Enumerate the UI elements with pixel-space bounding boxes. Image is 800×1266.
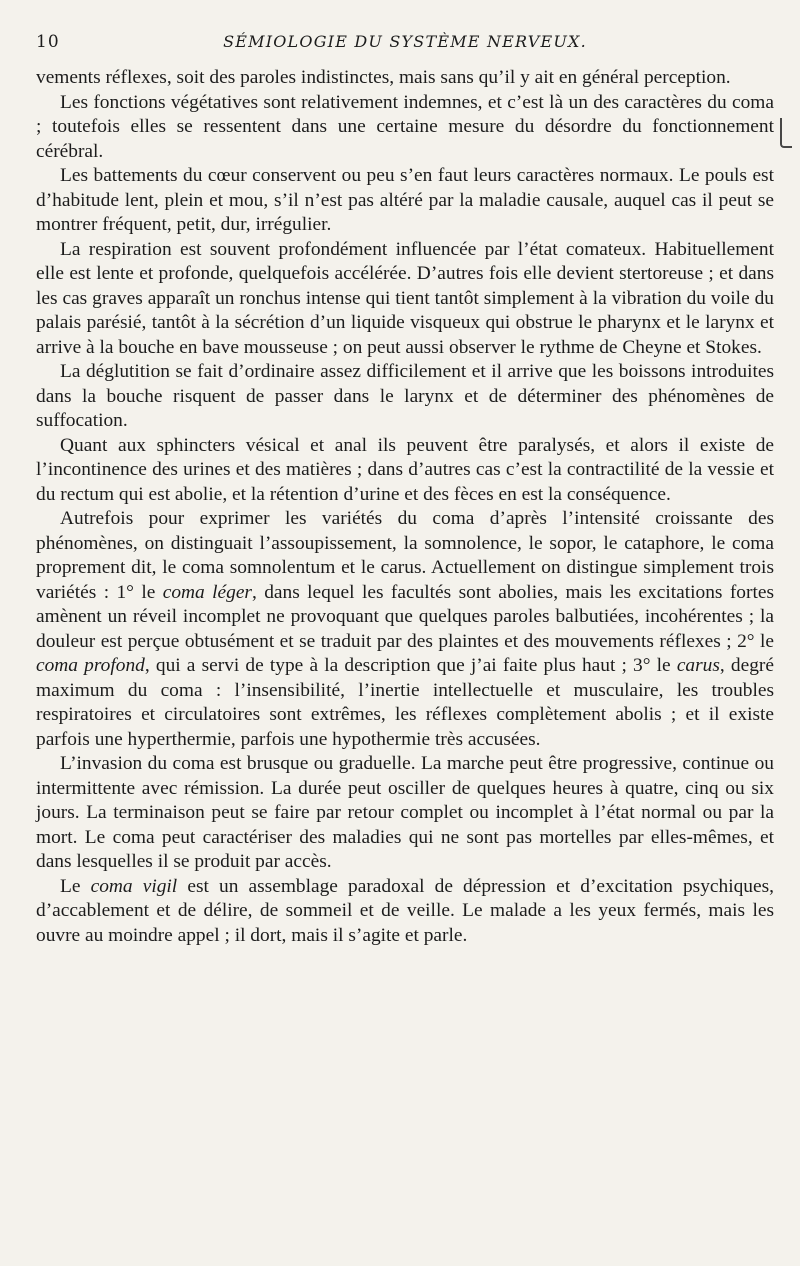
- paragraph: [36, 91, 774, 165]
- text-run: Les battements du cœur conservent ou peu s’en faut leurs caractères normaux. Le pouls est d’habitude lent, plein et mou, s’il n’est pas altéré par la maladie causale, auquel cas il peut se montrer fréquent, petit, dur, irrégulier.: [36, 165, 774, 235]
- text-run: , qui a servi de type à la description que j’ai faite plus haut ; 3° le: [144, 655, 677, 676]
- italic-term: coma vigil: [90, 875, 178, 897]
- paragraph: [36, 164, 774, 238]
- paragraph: [36, 434, 774, 508]
- text-run: Quant aux sphincters vésical et anal ils peuvent être paralysés, et alors il existe de l’incontinence des urines et des matières ; dans d’autres cas c’est la contractilité de la vessie et du rectum qui est abolie, et la rétention d’urine et des fèces en est la conséquence.: [36, 434, 774, 505]
- page-number: 10: [36, 32, 60, 52]
- paragraph: [36, 360, 774, 434]
- text-run: est un assemblage paradoxal de dépression et d’excitation psychiques, d’accablement et de délire, de sommeil et de veille. Le malade a les yeux fermés, mais les ouvre au moindre appel ; il dort, mais il s’agite et parle.: [36, 875, 775, 946]
- text-run: La déglutition se fait d’ordinaire assez difficilement et il arrive que les boissons introduites dans la bouche risquent de passer dans le larynx et de déterminer des phénomènes de suffocation.: [36, 361, 774, 431]
- body-text: [36, 66, 774, 948]
- paragraph: [36, 66, 774, 91]
- italic-term: carus: [676, 655, 720, 676]
- running-title: SÉMIOLOGIE DU SYSTÈME NERVEUX.: [223, 32, 587, 51]
- italic-term: coma profond: [36, 655, 145, 676]
- paragraph: [36, 875, 774, 949]
- italic-term: coma léger: [162, 581, 252, 603]
- paragraph: [36, 238, 774, 361]
- text-run: , dans lequel les facultés sont abolies, mais les excitations fortes amènent un réveil incomplet ne provoquant que quelques paroles balbutiées, incohérentes ; la douleur est perçue obtusément et se traduit par des plaintes et des mouvements réflexes ; 2° le: [36, 581, 774, 652]
- paragraph: [36, 752, 774, 875]
- text-run: , degré maximum du coma : l’insensibilité, l’inertie intellectuelle et musculaire, les troubles respiratoires et circulatoires sont extrêmes, les réflexes complètement abolis ; et il existe parfois une hyperthermie, parfois une hypothermie très accusées.: [36, 655, 774, 750]
- running-header: [36, 28, 774, 60]
- text-run: Le: [60, 875, 91, 897]
- margin-mark: [780, 118, 792, 148]
- text-run: L’invasion du coma est brusque ou graduelle. La marche peut être progressive, continue ou intermittente avec rémission. La durée peut osciller de quelques heures à quatre, cinq ou six jours. La terminaison peut se faire par retour complet ou incomplet à l’état normal ou par la mort. Le coma peut caractériser des maladies qui ne sont pas mortelles par elles-mêmes, et dans lesquelles il se produit par accès.: [36, 753, 774, 872]
- text-run: Autrefois pour exprimer les variétés du coma d’après l’intensité croissante des phénomènes, on distinguait l’assoupissement, la somnolence, le sopor, le cataphore, le coma proprement dit, le coma somnolentum et le carus. Actuellement on distingue simplement trois variétés : 1° le: [36, 508, 774, 603]
- text-run: La respiration est souvent profondément influencée par l’état comateux. Habituellement elle est lente et profonde, quelquefois accélérée. D’autres fois elle devient stertoreuse ; et dans les cas graves apparaît un ronchus intense qui tient tantôt simplement à la vibration du voile du palais parésié, tantôt à la sécrétion d’un liquide visqueux qui obstrue le pharynx et le larynx et arrive à la bouche en bave mousseuse ; on peut aussi observer le rythme de Cheyne et Stokes.: [36, 238, 774, 358]
- text-run: Les fonctions végétatives sont relativement indemnes, et c’est là un des caractères du coma ; toutefois elles se ressentent dans une certaine mesure du désordre du fonctionnement cérébral.: [36, 91, 774, 162]
- text-run: vements réflexes, soit des paroles indistinctes, mais sans qu’il y ait en général perception.: [36, 67, 731, 88]
- paragraph: [36, 507, 774, 752]
